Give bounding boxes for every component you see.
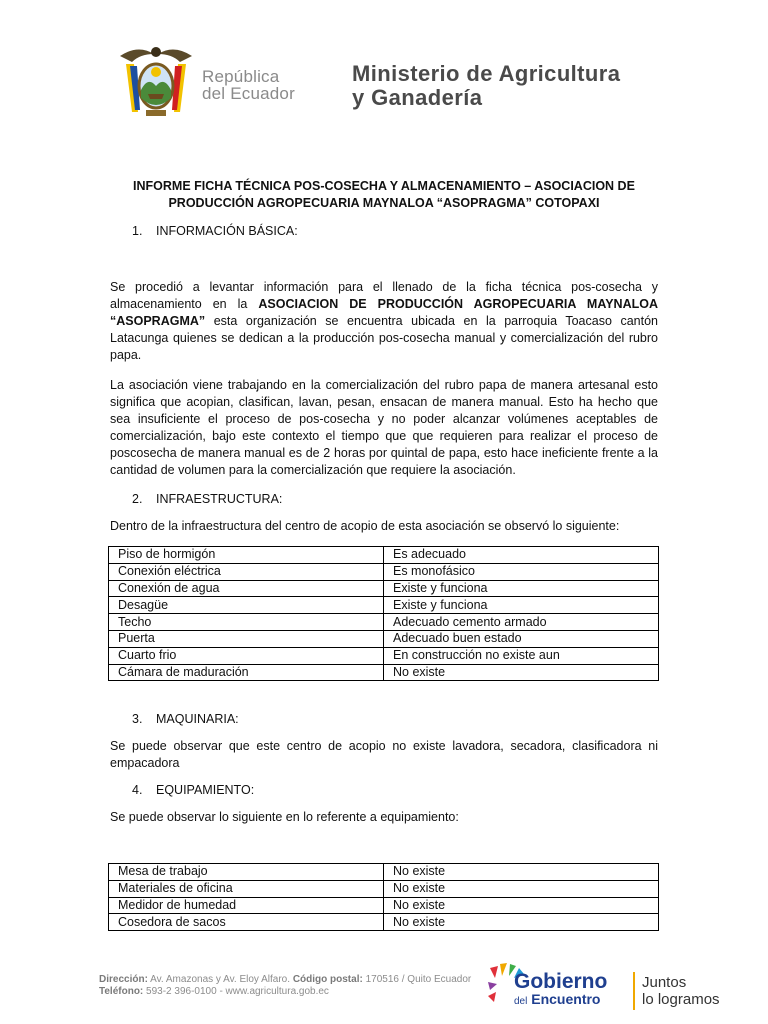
gobierno-del-encuentro-logo (486, 956, 736, 1012)
table-row (109, 647, 659, 664)
address-value: Av. Amazonas y Av. Eloy Alfaro. (147, 974, 293, 985)
paragraph-machinery: Se puede observar que este centro de acopio no existe lavadora, secadora, clasificadora ni empacadora (110, 739, 658, 770)
republica-del-ecuador-logo-text (202, 68, 295, 102)
table-cell-status: No existe (384, 664, 659, 681)
paragraph-infrastructure-intro: Dentro de la infraestructura del centro de acopio de esta asociación se observó lo siguiente: (110, 519, 620, 533)
table-row (109, 864, 659, 881)
section-label: INFORMACIÓN BÁSICA: (156, 224, 298, 238)
ministry-line-1: Ministerio de Agricultura (352, 61, 621, 86)
document-header (112, 38, 712, 124)
paragraph-basic-info (110, 279, 658, 364)
section-number: 3. (132, 712, 143, 726)
report-title-line-1: INFORME FICHA TÉCNICA POS-COSECHA Y ALMACENAMIENTO – ASOCIACION DE (133, 179, 635, 193)
table-cell-item: Techo (109, 614, 384, 631)
table-row (109, 880, 659, 897)
section-label: MAQUINARIA: (156, 712, 239, 726)
table-cell-status: En construcción no existe aun (384, 647, 659, 664)
slogan-line-1: Juntos (642, 974, 687, 991)
table-cell-status: No existe (384, 880, 659, 897)
table-cell-item: Medidor de humedad (109, 897, 384, 914)
paragraph-text: esta organización se encuentra ubicada en la parroquia Toacaso cantón Latacunga quienes se dedican a la producción pos-cosecha manual y comercialización del rubro papa. (110, 314, 658, 362)
republica-line-1: República (202, 67, 280, 86)
gobierno-word: Gobierno (514, 970, 608, 993)
table-cell-item: Piso de hormigón (109, 547, 384, 564)
table-cell-status: No existe (384, 914, 659, 931)
table-row (109, 547, 659, 564)
table-cell-status: No existe (384, 864, 659, 881)
section-heading-4 (132, 782, 254, 798)
table-cell-item: Desagüe (109, 597, 384, 614)
table-row (109, 563, 659, 580)
table-cell-item: Materiales de oficina (109, 880, 384, 897)
logo-separator (633, 972, 635, 1010)
table-cell-status: Es adecuado (384, 547, 659, 564)
postal-code-value: 170516 / Quito Ecuador (362, 974, 472, 985)
table-cell-status: Existe y funciona (384, 597, 659, 614)
table-cell-status: Existe y funciona (384, 580, 659, 597)
table-row (109, 897, 659, 914)
table-cell-item: Puerta (109, 630, 384, 647)
postal-code-label: Código postal: (292, 974, 363, 985)
footer-address-line (99, 974, 471, 986)
slogan (642, 974, 720, 1008)
table-row (109, 630, 659, 647)
section-number: 1. (132, 224, 143, 238)
address-label: Dirección: (99, 974, 148, 985)
section-label: EQUIPAMIENTO: (156, 783, 255, 797)
equipment-table (108, 863, 659, 931)
table-cell-status: Adecuado buen estado (384, 630, 659, 647)
phone-label: Teléfono: (99, 986, 144, 997)
phone-value: 593-2 396-0100 - www.agricultura.gob.ec (143, 986, 329, 997)
footer-phone-line (99, 986, 471, 998)
table-row (109, 614, 659, 631)
section-heading-3 (132, 711, 239, 727)
table-row (109, 664, 659, 681)
republica-line-2: del Ecuador (202, 84, 295, 103)
ecuador-coat-of-arms-icon (118, 42, 194, 120)
paragraph-text: Se procedió a levantar información para el llenado de la ficha técnica pos-cosecha y almacenamiento en la (110, 280, 658, 311)
infrastructure-table (108, 546, 659, 681)
table-cell-item: Mesa de trabajo (109, 864, 384, 881)
section-heading-1 (132, 223, 298, 239)
section-number: 2. (132, 492, 143, 506)
section-number: 4. (132, 783, 143, 797)
table-cell-status: No existe (384, 897, 659, 914)
encuentro-word: Encuentro (531, 991, 601, 1007)
gobierno-text (514, 972, 607, 1009)
del-word: del (514, 996, 528, 1007)
section-label: INFRAESTRUCTURA: (156, 492, 283, 506)
table-row (109, 914, 659, 931)
table-cell-status: Es monofásico (384, 563, 659, 580)
table-cell-item: Conexión eléctrica (109, 563, 384, 580)
del-encuentro-text (514, 992, 607, 1009)
association-name: ASOCIACION DE PRODUCCIÓN AGROPECUARIA MAYNALOA “ASOPRAGMA” (110, 297, 658, 328)
report-title (110, 178, 658, 212)
table-row (109, 580, 659, 597)
table-cell-item: Conexión de agua (109, 580, 384, 597)
slogan-line-2: lo logramos (642, 991, 720, 1008)
table-cell-item: Cosedora de sacos (109, 914, 384, 931)
table-cell-item: Cámara de maduración (109, 664, 384, 681)
table-cell-item: Cuarto frio (109, 647, 384, 664)
table-row (109, 597, 659, 614)
section-heading-2 (132, 491, 282, 507)
ministry-line-2: y Ganadería (352, 85, 483, 110)
ministry-name (352, 62, 620, 110)
paragraph-equipment-intro: Se puede observar lo siguiente en lo referente a equipamiento: (110, 810, 459, 824)
report-title-line-2: PRODUCCIÓN AGROPECUARIA MAYNALOA “ASOPRAGMA” COTOPAXI (168, 196, 600, 210)
footer-contact (99, 974, 471, 998)
table-cell-status: Adecuado cemento armado (384, 614, 659, 631)
paragraph-commercialization: La asociación viene trabajando en la comercialización del rubro papa de manera artesanal esto significa que acopian, clasifican, lavan, pesan, ensacan de manera manual. Esto ha hecho que sea insuficiente el proceso de pos-cosecha y no poder alcanzar volúmenes aceptables de comercialización, bajo este contexto el tiempo que que requieren para realizar el proceso de poscosecha de manera manual es de 2 horas por quintal de papa, esto hace ineficiente frente a la cantidad de volumen para la comercialización que requiere la asociación. (110, 378, 658, 477)
